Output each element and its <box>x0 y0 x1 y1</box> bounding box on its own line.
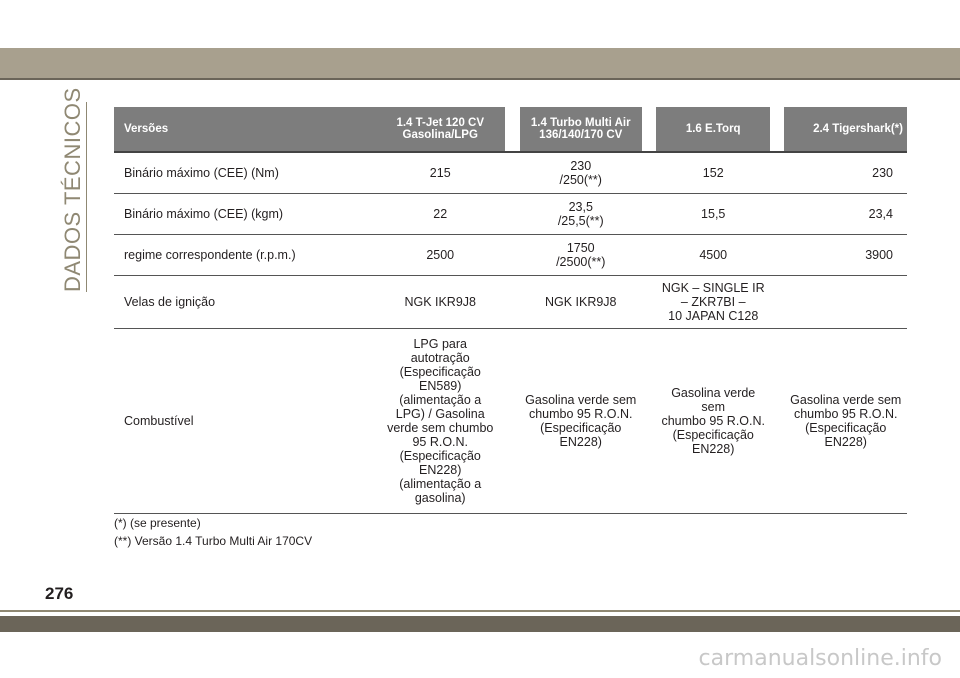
header-gap <box>505 107 519 152</box>
footnote-2: (**) Versão 1.4 Turbo Multi Air 170CV <box>114 534 313 548</box>
header-cell: 1.4 Turbo Multi Air 136/140/170 CV <box>530 117 631 141</box>
bottom-rule <box>0 610 960 612</box>
top-rule <box>0 78 960 80</box>
header-etorq <box>656 107 770 152</box>
table-cell: 3900 <box>784 235 907 276</box>
header-gap <box>770 107 784 152</box>
header-gap <box>642 107 656 152</box>
table-cell: NGK IKR9J8 <box>375 276 505 329</box>
table-cell: NGK IKR9J8 <box>520 276 642 329</box>
table-cell: 15,5 <box>656 194 770 235</box>
section-title: DADOS TÉCNICOS <box>60 87 85 292</box>
page-number: 276 <box>45 584 74 603</box>
table-row <box>114 235 907 276</box>
table-cell: Gasolina verde sem chumbo 95 R.O.N. (Especificação EN228) <box>520 329 642 514</box>
header-cell: 1.6 E.Torq <box>685 123 741 135</box>
row-label: Binário máximo (CEE) (kgm) <box>114 194 375 235</box>
table-cell <box>784 276 907 329</box>
table-cell: 4500 <box>656 235 770 276</box>
table-cell: 2500 <box>375 235 505 276</box>
table-row <box>114 329 907 514</box>
table-row <box>114 276 907 329</box>
spec-table <box>114 107 907 514</box>
table-cell: 1750 /2500(**) <box>520 235 642 276</box>
table-row <box>114 152 907 194</box>
bottom-band <box>0 616 960 632</box>
table-cell: 215 <box>375 152 505 194</box>
table-cell: Gasolina verde sem chumbo 95 R.O.N. (Especificação EN228) <box>784 329 907 514</box>
table-row <box>114 194 907 235</box>
header-cell: 2.4 Tigershark(*) <box>813 123 903 135</box>
header-tjet <box>375 107 505 152</box>
table-cell: 152 <box>656 152 770 194</box>
table-cell: LPG para autotração (Especificação EN589) (alimentação a LPG) / Gasolina verde sem chumbo 95 R.O.N. (Especificação EN228) (alimentação a gasolina) <box>375 329 505 514</box>
row-label: Velas de ignição <box>114 276 375 329</box>
header-tigershark <box>784 107 907 152</box>
table-cell: 23,5 /25,5(**) <box>520 194 642 235</box>
table-cell: 230 <box>784 152 907 194</box>
table-header-row <box>114 107 907 152</box>
row-label: regime correspondente (r.p.m.) <box>114 235 375 276</box>
watermark: carmanualsonline.info <box>698 646 942 671</box>
header-versions <box>114 107 375 152</box>
header-cell: 1.4 T-Jet 120 CV Gasolina/LPG <box>396 117 485 141</box>
table-cell: Gasolina verde sem chumbo 95 R.O.N. (Especificação EN228) <box>656 329 770 514</box>
table-cell: 23,4 <box>784 194 907 235</box>
row-label: Combustível <box>114 329 375 514</box>
table-cell: 230 /250(**) <box>520 152 642 194</box>
footnote-1: (*) (se presente) <box>114 516 201 530</box>
row-label: Binário máximo (CEE) (Nm) <box>114 152 375 194</box>
header-cell: Versões <box>124 123 169 135</box>
table-cell: NGK – SINGLE IR – ZKR7BI – 10 JAPAN C128 <box>656 276 770 329</box>
header-multiair <box>520 107 642 152</box>
table-cell: 22 <box>375 194 505 235</box>
top-band <box>0 48 960 78</box>
